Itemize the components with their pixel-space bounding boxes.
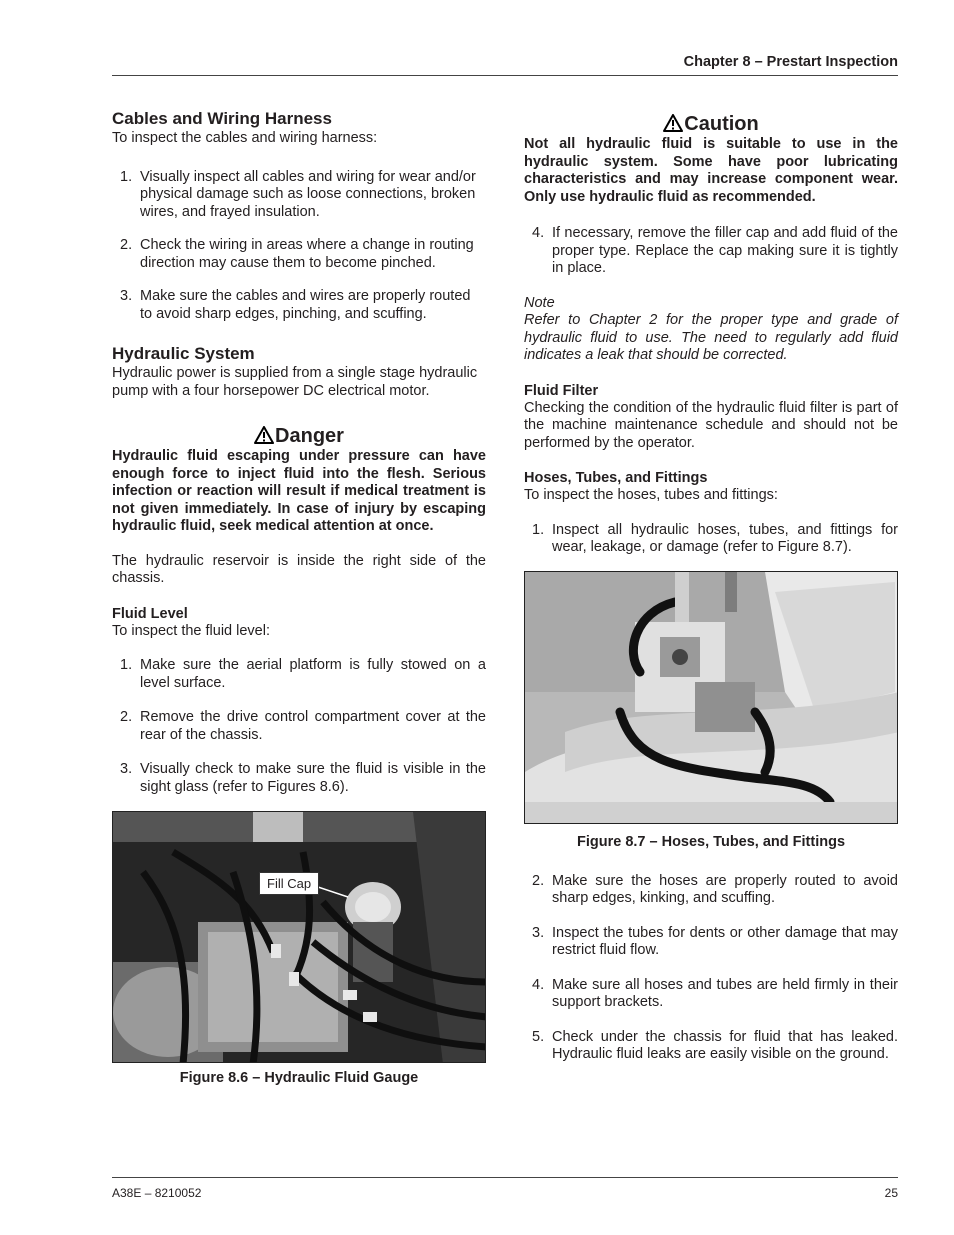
hoses-steps: [524, 873, 898, 1064]
figure-8-6-caption: Figure 8.6 – Hydraulic Fluid Gauge: [179, 1070, 419, 1086]
chapter-title: Chapter 8 – Prestart Inspection: [683, 54, 898, 70]
danger-heading: Danger: [112, 424, 486, 448]
list-item: 5. Check under the chassis for fluid that has leaked. Hydraulic fluid leaks are easily visible on the ground.: [532, 1028, 898, 1062]
hydraulic-fluid-gauge-photo: [112, 811, 486, 1063]
caution-heading: Caution: [524, 112, 898, 136]
list-item: 4. Make sure all hoses and tubes are held firmly in their support brackets.: [532, 976, 898, 1010]
footer-rule: [112, 1177, 898, 1178]
figure-8-7-caption: Figure 8.7 – Hoses, Tubes, and Fittings: [576, 833, 846, 850]
hoses-tubes-fittings-photo: [524, 571, 898, 824]
warning-triangle-icon: [254, 426, 274, 444]
doc-id: A38E – 8210052: [112, 1186, 202, 1200]
hydraulic-text: Hydraulic power is supplied from a single stage hydraulic pump with a four horsepower DC electrical motor.: [112, 365, 478, 399]
cables-steps: [112, 169, 486, 324]
cables-intro: To inspect the cables and wiring harness:: [112, 130, 378, 146]
right-column: [524, 112, 898, 1064]
hoses-step-1: [524, 522, 898, 557]
note-text: Refer to Chapter 2 for the proper type and grade of hydraulic fluid to use. The need to regularly add fluid indicates a leak that should be corrected.: [524, 312, 898, 363]
list-item: 1. Visually inspect all cables and wiring for wear and/or physical damage such as loose connections, broken wires, and frayed insulation.: [120, 168, 476, 220]
list-item: 2. Make sure the hoses are properly routed to avoid sharp edges, kinking, and scuffing.: [532, 872, 898, 906]
caution-text: Not all hydraulic fluid is suitable to use in the hydraulic system. Some have poor lubricating characteristics and may increase component wear. Only use hydraulic fluid as recommended.: [524, 136, 898, 205]
header-rule: [112, 75, 898, 76]
list-item: 2. Remove the drive control compartment cover at the rear of the chassis.: [120, 709, 486, 743]
list-item: 1. Make sure the aerial platform is fully stowed on a level surface.: [120, 657, 486, 691]
fluid-level-steps: [112, 657, 486, 796]
cables-heading: Cables and Wiring Harness: [112, 109, 332, 128]
reservoir-text: The hydraulic reservoir is inside the right side of the chassis.: [112, 552, 486, 586]
engine-bay-illustration: [113, 812, 486, 1063]
note-label: Note: [524, 294, 555, 311]
page-number: 25: [884, 1186, 898, 1200]
list-item: 3. Inspect the tubes for dents or other damage that may restrict fluid flow.: [532, 924, 898, 958]
hydraulic-heading: Hydraulic System: [112, 344, 255, 363]
danger-text: Hydraulic fluid escaping under pressure can have enough force to inject fluid into the flesh. Serious infection or reaction will result if medical treatment is not given immediately. In case of injury by escaping hydraulic fluid, seek medical attention at once.: [112, 448, 486, 534]
fill-cap-callout: Fill Cap: [259, 872, 319, 895]
chassis-illustration: [525, 572, 898, 824]
hoses-heading: Hoses, Tubes, and Fittings: [524, 470, 708, 486]
fill-step: [524, 225, 898, 278]
fluid-filter-text: Checking the condition of the hydraulic fluid filter is part of the machine maintenance schedule and should not be performed by the operator.: [524, 399, 898, 451]
fluid-level-heading: Fluid Level: [112, 605, 188, 622]
fluid-filter-heading: Fluid Filter: [524, 382, 599, 399]
list-item: 2. Check the wiring in areas where a change in routing direction may cause them to become pinched.: [120, 237, 474, 271]
list-item: 4. If necessary, remove the filler cap and add fluid of the proper type. Replace the cap making sure it is tightly in place.: [532, 225, 898, 276]
fluid-level-intro: To inspect the fluid level:: [112, 622, 270, 639]
list-item: 1. Inspect all hydraulic hoses, tubes, and fittings for wear, leakage, or damage (refer to Figure 8.7).: [532, 521, 898, 555]
left-column: [112, 108, 486, 1087]
list-item: 3. Visually check to make sure the fluid is visible in the sight glass (refer to Figures 8.6).: [120, 761, 486, 795]
list-item: 3. Make sure the cables and wires are properly routed to avoid sharp edges, pinching, and scuffing.: [120, 288, 471, 322]
hoses-intro: To inspect the hoses, tubes and fittings:: [524, 487, 778, 503]
warning-triangle-icon: [663, 114, 683, 132]
